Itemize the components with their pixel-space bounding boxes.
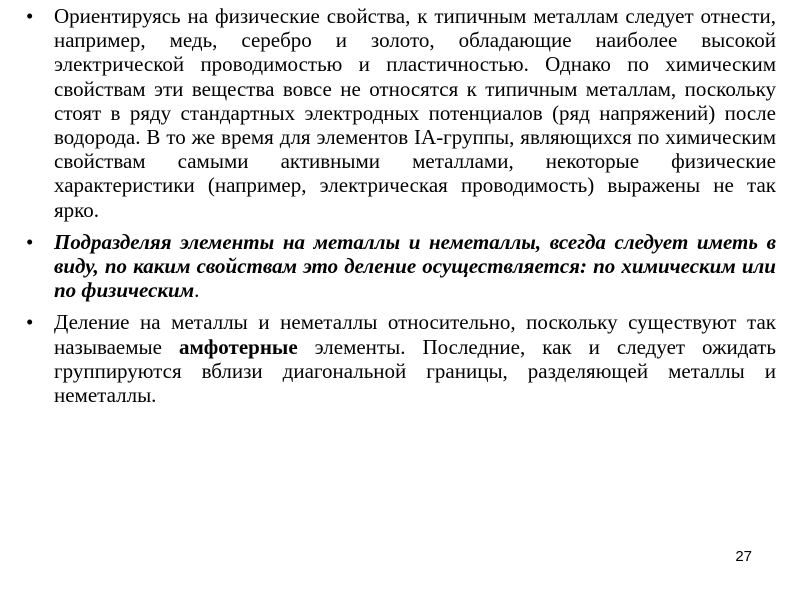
paragraph-amphoteric xyxy=(54,310,776,407)
bullet-item-amphoteric xyxy=(26,310,776,407)
bullet-icon: • xyxy=(26,4,34,28)
amphoteric-text-part2: элементы. Последние, как и следует ожидать группируются вблизи диагональной границы, разделяющей металлы и неметаллы. xyxy=(54,334,776,408)
page-number: 27 xyxy=(735,548,752,565)
paragraph-physical-properties: Ориентируясь на физические свойства, к типичным металлам следует отнести, например, медь, серебро и золото, обладающие наиболее высокой электрической проводимостью и пластичностью. Однако по химическим свойствам эти вещества вовсе не относятся к типичным металлам, поскольку стоят в ряду стандартных электродных потенциалов (ряд напряжений) после водорода. В то же время для элементов IA-группы, являющихся по химическим свойствам самыми активными металлами, некоторые физические характеристики (например, электрическая проводимость) выражены не так ярко. xyxy=(54,4,776,222)
bullet-list xyxy=(26,4,776,415)
bullet-icon: • xyxy=(26,310,34,335)
bullet-item-classification-note xyxy=(26,230,776,303)
amphoteric-term: амфотерные xyxy=(178,334,298,359)
amphoteric-text-part1: Деление на металлы и неметаллы относительно, поскольку существуют так называемые xyxy=(54,310,776,359)
bullet-item-physical-properties xyxy=(26,4,776,222)
emphasis-period: . xyxy=(194,278,200,303)
emphasis-text: Подразделяя элементы на металлы и неметаллы, всегда следует иметь в виду, по каким свойствам это деление осуществляется: по химическим или по физическим xyxy=(54,229,776,303)
bullet-icon: • xyxy=(26,229,34,254)
paragraph-classification-note xyxy=(54,230,776,303)
